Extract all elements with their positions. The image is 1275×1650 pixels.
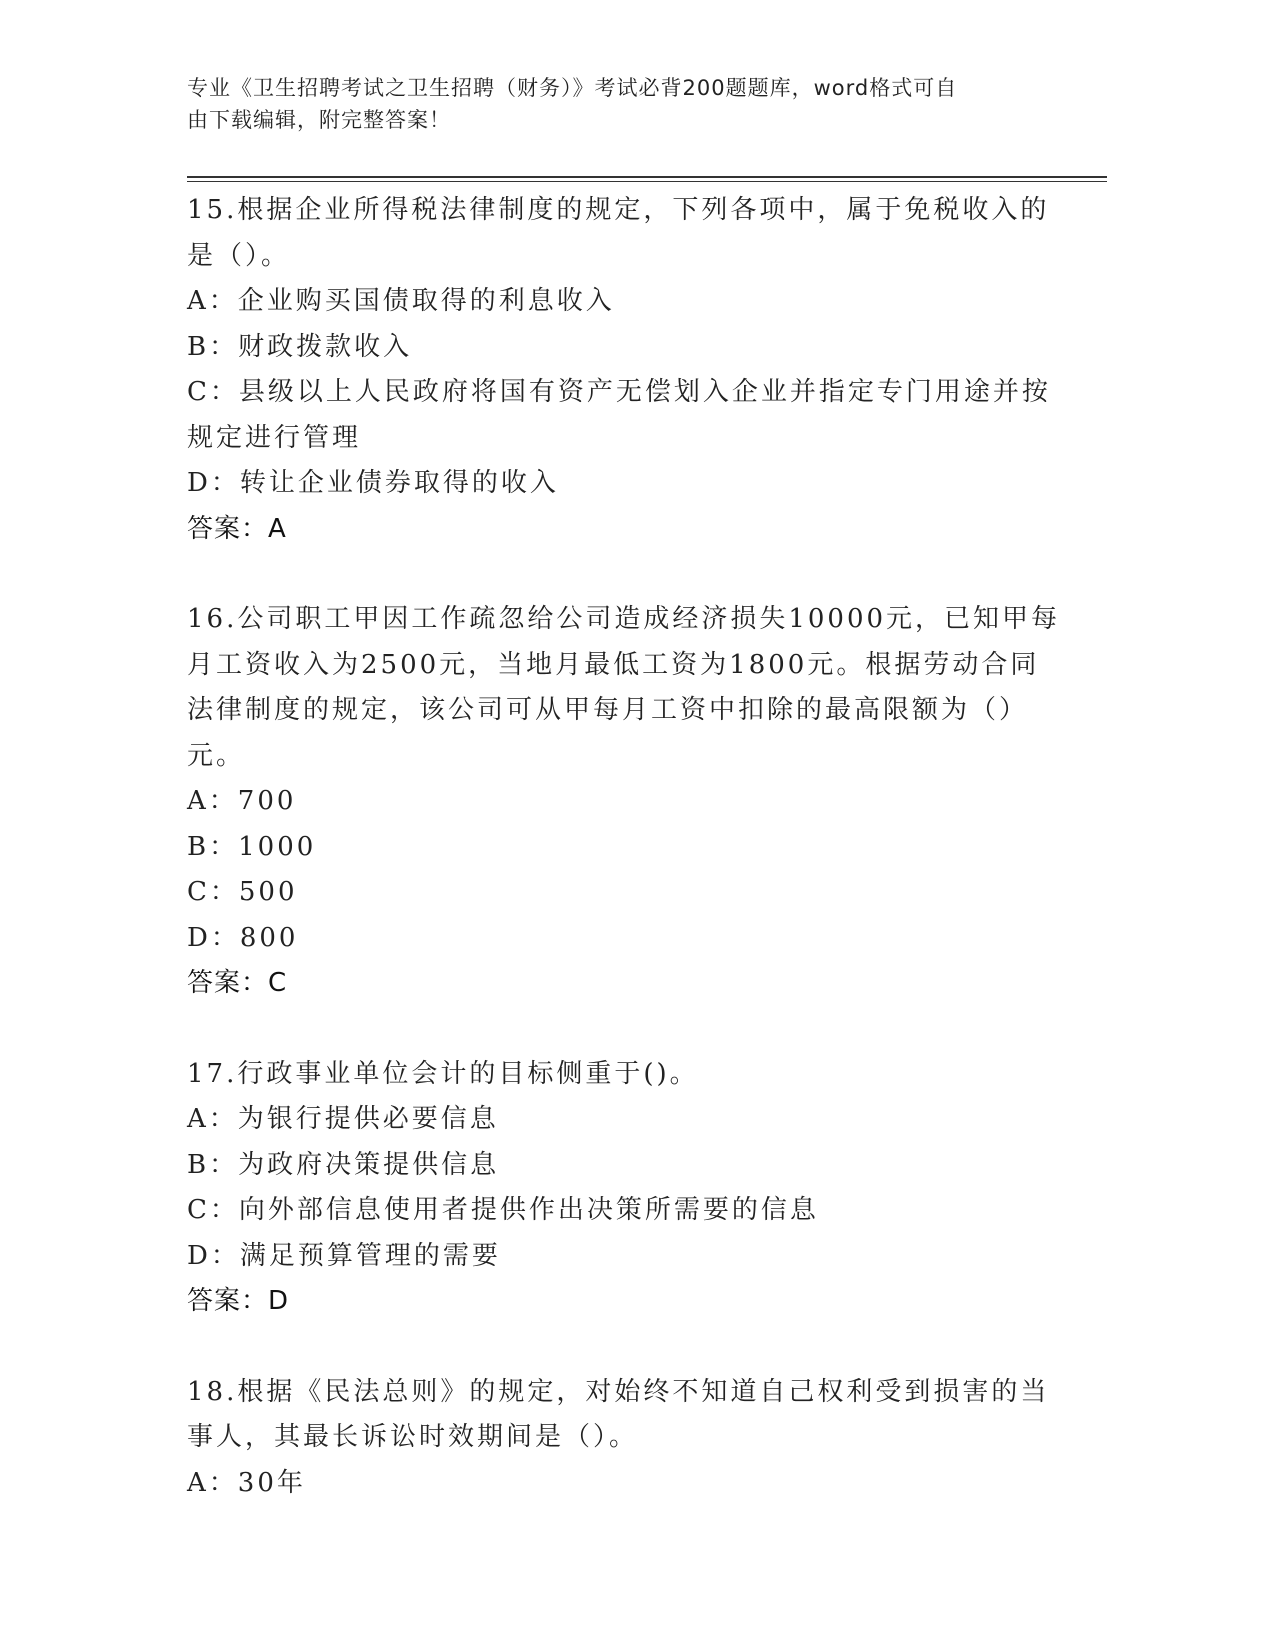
question-stem: 15.根据企业所得税法律制度的规定，下列各项中，属于免税收入的是（）。 [187,195,1050,271]
option-a: A：企业购买国债取得的利息收入 [187,286,615,316]
question-spacer [187,1007,1067,1052]
question-stem: 18.根据《民法总则》的规定，对始终不知道自己权利受到损害的当事人，其最长诉讼时效期间是（）。 [187,1376,1050,1452]
question-16 [187,597,1067,1007]
option-d: D：满足预算管理的需要 [187,1240,501,1271]
question-stem: 16.公司职工甲因工作疏忽给公司造成经济损失10000元，已知甲每月工资收入为2500元，当地月最低工资为1800元。根据劳动合同法律制度的规定，该公司可从甲每月工资中扣除的最高限额为（）元。 [187,604,1061,771]
document-header [187,72,1067,136]
question-stem: 17.行政事业单位会计的目标侧重于()。 [187,1058,699,1089]
header-line-2: 由下载编辑，附完整答案！ [187,108,451,132]
option-b: B：财政拨款收入 [187,331,413,362]
option-c: C：向外部信息使用者提供作出决策所需要的信息 [187,1195,819,1225]
option-d: D：转让企业债券取得的收入 [187,468,559,498]
answer-label: 答案：D [187,1286,290,1316]
option-c: C：500 [187,877,298,907]
question-spacer [187,1325,1067,1370]
option-a: A：700 [187,786,297,816]
header-divider-thick [187,176,1107,178]
question-spacer [187,552,1067,597]
option-a: A：30年 [187,1467,306,1498]
option-d: D：800 [187,922,299,953]
answer-label: 答案：C [187,968,288,998]
header-divider-thin [187,181,1107,182]
option-b: B：1000 [187,831,317,862]
question-15 [187,188,1067,552]
question-list [187,188,1067,1506]
option-a: A：为银行提供必要信息 [187,1104,499,1134]
answer-label: 答案：A [187,513,287,544]
option-c: C：县级以上人民政府将国有资产无偿划入企业并指定专门用途并按规定进行管理 [187,377,1051,453]
question-17 [187,1052,1067,1325]
question-18 [187,1370,1067,1507]
option-b: B：为政府决策提供信息 [187,1149,500,1180]
header-line-1: 专业《卫生招聘考试之卫生招聘（财务）》考试必背200题题库，word格式可自 [187,76,958,100]
